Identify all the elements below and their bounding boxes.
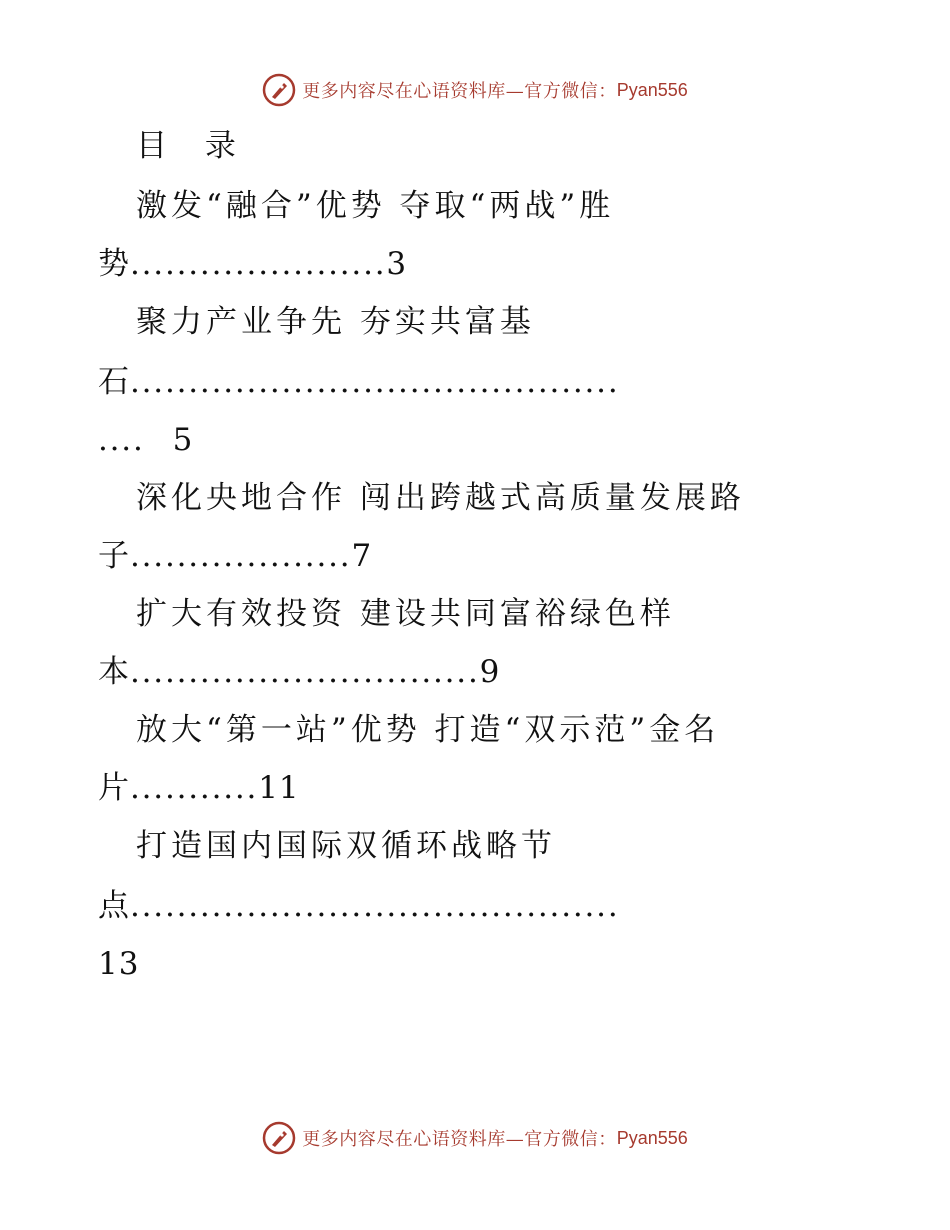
toc-entry-2-page: 5 — [172, 422, 194, 458]
toc-entry-2-leader: .......................................... — [130, 364, 620, 400]
toc-entry-1-title: 激发“融合”优势 夺取“两战”胜 — [136, 188, 615, 224]
toc-entry-3-leader: ................... — [130, 538, 352, 574]
toc-entry-4-title: 扩大有效投资 建设共同富裕绿色样 — [136, 596, 675, 632]
toc-entry-2-line — [98, 362, 619, 402]
footer-banner-text: 更多内容尽在心语资料库—官方微信： — [302, 1129, 617, 1150]
header-banner — [0, 70, 950, 110]
toc-title: 目 录 — [136, 128, 250, 164]
banner-text: 更多内容尽在心语资料库—官方微信： — [302, 81, 617, 102]
toc-entry-1-page: 3 — [386, 246, 408, 282]
toc-entry-3-tail: 子 — [98, 538, 130, 574]
toc-entry-6-page: 13 — [98, 946, 140, 982]
toc-entry-4-leader: .............................. — [130, 654, 480, 690]
banner-account: Pyan556 — [616, 79, 688, 100]
toc-entry-2-line-2 — [98, 420, 193, 460]
toc-entry-4-tail: 本 — [98, 654, 130, 690]
toc-entry-3-title: 深化央地合作 闯出跨越式高质量发展路 — [136, 480, 745, 516]
pen-nib-circle-icon — [262, 1121, 296, 1155]
toc-entry-1-line — [98, 244, 407, 284]
toc-entry-1-leader: ...................... — [130, 246, 387, 282]
toc-entry-4-page: 9 — [479, 654, 501, 690]
toc-entry-3-line — [98, 536, 372, 576]
toc-entry-5-line — [98, 768, 300, 808]
footer-banner-account: Pyan556 — [616, 1127, 688, 1148]
footer-banner — [0, 1118, 950, 1158]
toc-entry-6-tail: 点 — [98, 888, 130, 924]
toc-entry-5-leader: ........... — [130, 770, 259, 806]
toc-entry-5-tail: 片 — [98, 770, 130, 806]
toc-entry-6-leader: .......................................... — [130, 888, 620, 924]
toc-entry-2-title: 聚力产业争先 夯实共富基 — [136, 304, 535, 340]
toc-entry-5-title: 放大“第一站”优势 打造“双示范”金名 — [136, 712, 720, 748]
toc-entry-2-leader-2: .... — [98, 422, 145, 458]
toc-entry-3-page: 7 — [351, 538, 373, 574]
toc-entry-6-title: 打造国内国际双循环战略节 — [136, 828, 556, 864]
toc-entry-6-line — [98, 886, 619, 926]
toc-entry-5-page: 11 — [258, 770, 300, 806]
toc-entry-4-line — [98, 652, 500, 692]
pen-nib-circle-icon — [262, 73, 296, 107]
toc-entry-1-tail: 势 — [98, 246, 130, 282]
toc-entry-2-tail: 石 — [98, 364, 130, 400]
